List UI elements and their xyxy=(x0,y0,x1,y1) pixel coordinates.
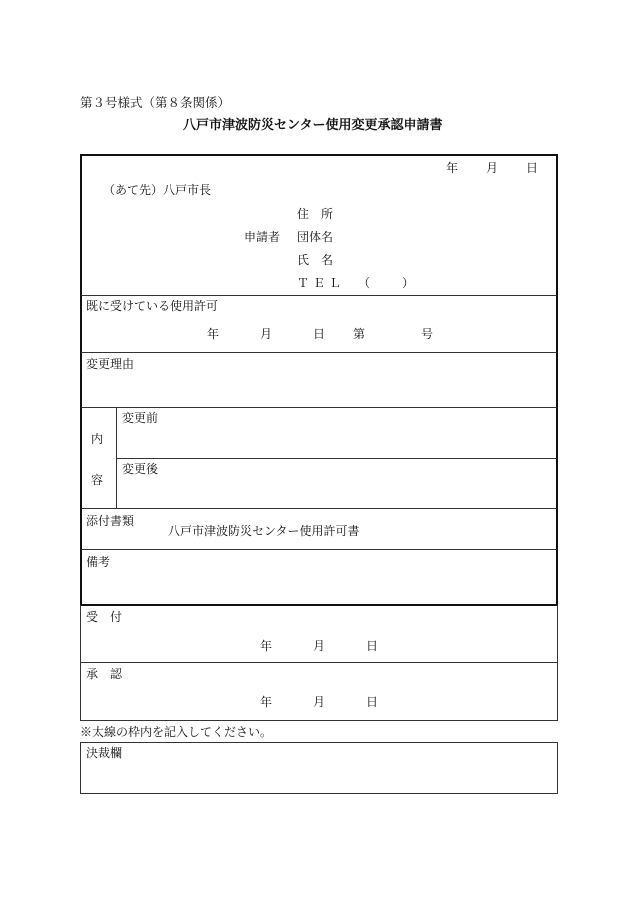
divider xyxy=(81,295,557,296)
permit-month: 月 xyxy=(260,327,273,341)
contents-label-bottom: 容 xyxy=(91,473,104,487)
tel-label: ＴＥＬ xyxy=(297,276,346,290)
approval-month: 月 xyxy=(313,695,326,709)
decision-label: 決裁欄 xyxy=(86,746,123,760)
date-month: 月 xyxy=(486,161,499,175)
permit-year: 年 xyxy=(207,327,220,341)
tel-open-paren: （ xyxy=(358,276,371,290)
approval-label: 承 認 xyxy=(86,667,123,681)
name-label: 氏 名 xyxy=(297,253,334,267)
attachments-label: 添付書類 xyxy=(86,514,135,528)
approval-year: 年 xyxy=(260,695,273,709)
reception-day: 日 xyxy=(366,639,379,653)
attachments-value: 八戸市津波防災センター使用許可書 xyxy=(168,524,360,538)
contents-label-top: 内 xyxy=(91,432,104,446)
divider xyxy=(81,549,557,550)
divider xyxy=(81,407,557,408)
date-year: 年 xyxy=(446,161,459,175)
permit-dai: 第 xyxy=(353,327,366,341)
applicant-section xyxy=(80,154,558,606)
existing-permit-label: 既に受けている使用許可 xyxy=(86,299,219,313)
decision-box xyxy=(80,742,558,794)
reception-month: 月 xyxy=(313,639,326,653)
org-label: 団体名 xyxy=(297,230,334,244)
tel-close-paren: ） xyxy=(402,276,415,290)
form-title: 八戸市津波防災センター使用変更承認申請書 xyxy=(183,118,443,133)
divider xyxy=(81,662,557,663)
after-change-label: 変更後 xyxy=(122,462,159,476)
form-number: 第３号様式（第８条関係） xyxy=(80,95,231,110)
before-change-label: 変更前 xyxy=(122,411,159,425)
change-reason-label: 変更理由 xyxy=(86,357,135,371)
divider xyxy=(117,458,557,459)
reception-year: 年 xyxy=(260,639,273,653)
date-day: 日 xyxy=(526,161,539,175)
divider xyxy=(81,352,557,353)
applicant-label: 申請者 xyxy=(244,230,281,244)
divider xyxy=(81,508,557,509)
reception-label: 受 付 xyxy=(86,610,123,624)
address-label: 住 所 xyxy=(297,207,334,221)
permit-day: 日 xyxy=(313,327,326,341)
fill-in-note: ※太線の枠内を記入してください。 xyxy=(80,725,273,739)
approval-day: 日 xyxy=(366,695,379,709)
permit-go: 号 xyxy=(421,327,434,341)
addressee: （あて先）八戸市長 xyxy=(103,183,212,197)
remarks-label: 備考 xyxy=(86,555,111,569)
